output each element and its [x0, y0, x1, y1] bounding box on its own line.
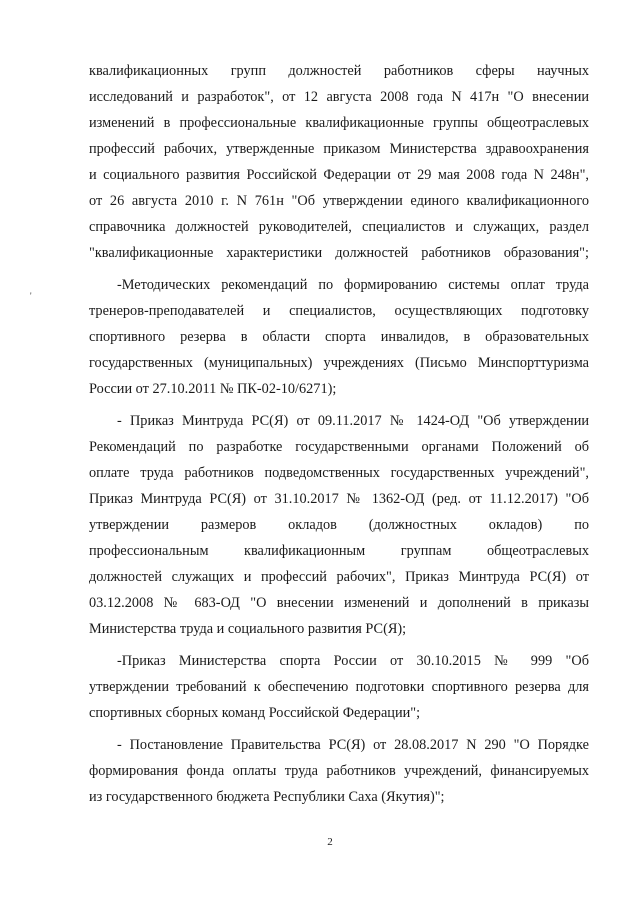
- text-line: - Приказ Минтруда РС(Я) от 09.11.2017 № 1424-ОД "Об утверждении: [117, 413, 589, 429]
- text-line: спортивных сборных команд Российской Федерации";: [89, 705, 421, 721]
- text-line: -Приказ Министерства спорта России от 30.10.2015 № 999 "Об: [117, 653, 589, 669]
- text-line: - Постановление Правительства РС(Я) от 28.08.2017 N 290 "О Порядке: [117, 737, 589, 753]
- text-line: профессиональным квалификационным группам общеотраслевых: [89, 543, 589, 559]
- page-number: 2: [327, 836, 333, 848]
- text-line: формирования фонда оплаты труда работников учреждений, финансируемых: [89, 763, 589, 779]
- text-line: тренеров-преподавателей и специалистов, осуществляющих подготовку: [89, 303, 589, 319]
- text-line: исследований и разработок", от 12 августа 2008 года N 417н "О внесении: [89, 89, 589, 105]
- text-line: от 26 августа 2010 г. N 761н "Об утверждении единого квалификационного: [89, 193, 589, 209]
- text-line: спортивного резерва в области спорта инвалидов, в образовательных: [89, 329, 589, 345]
- text-line: оплате труда работников подведомственных государственных учреждений",: [89, 465, 589, 481]
- text-line: "квалификационные характеристики должностей работников образования";: [89, 245, 589, 261]
- text-line: из государственного бюджета Республики Саха (Якутия)";: [89, 789, 445, 805]
- text-line: должностей служащих и профессий рабочих", Приказ Минтруда РС(Я) от: [89, 569, 589, 585]
- text-line: Приказ Минтруда РС(Я) от 31.10.2017 № 1362-ОД (ред. от 11.12.2017) "Об: [89, 491, 589, 507]
- text-line: -Методических рекомендаций по формированию системы оплат труда: [117, 277, 589, 293]
- text-line: государственных (муниципальных) учреждениях (Письмо Минспорттуризма: [89, 355, 589, 371]
- margin-mark: ': [30, 291, 32, 301]
- text-line: Министерства труда и социального развития РС(Я);: [89, 621, 407, 637]
- text-line: квалификационных групп должностей работников сферы научных: [89, 63, 589, 79]
- text-line: Рекомендаций по разработке государственными органами Положений об: [89, 439, 589, 455]
- text-line: справочника должностей руководителей, специалистов и служащих, раздел: [89, 219, 589, 235]
- text-line: профессий рабочих, утвержденные приказом Министерства здравоохранения: [89, 141, 589, 157]
- text-line: 03.12.2008 № 683-ОД "О внесении изменений и дополнений в приказы: [89, 595, 589, 611]
- text-line: утверждении требований к обеспечению подготовки спортивного резерва для: [89, 679, 589, 695]
- text-line: изменений в профессиональные квалификационные группы общеотраслевых: [89, 115, 589, 131]
- text-line: и социального развития Российской Федерации от 29 мая 2008 года N 248н",: [89, 167, 589, 183]
- text-line: утверждении размеров окладов (должностных окладов) по: [89, 517, 589, 533]
- text-line: России от 27.10.2011 № ПК-02-10/6271);: [89, 381, 337, 397]
